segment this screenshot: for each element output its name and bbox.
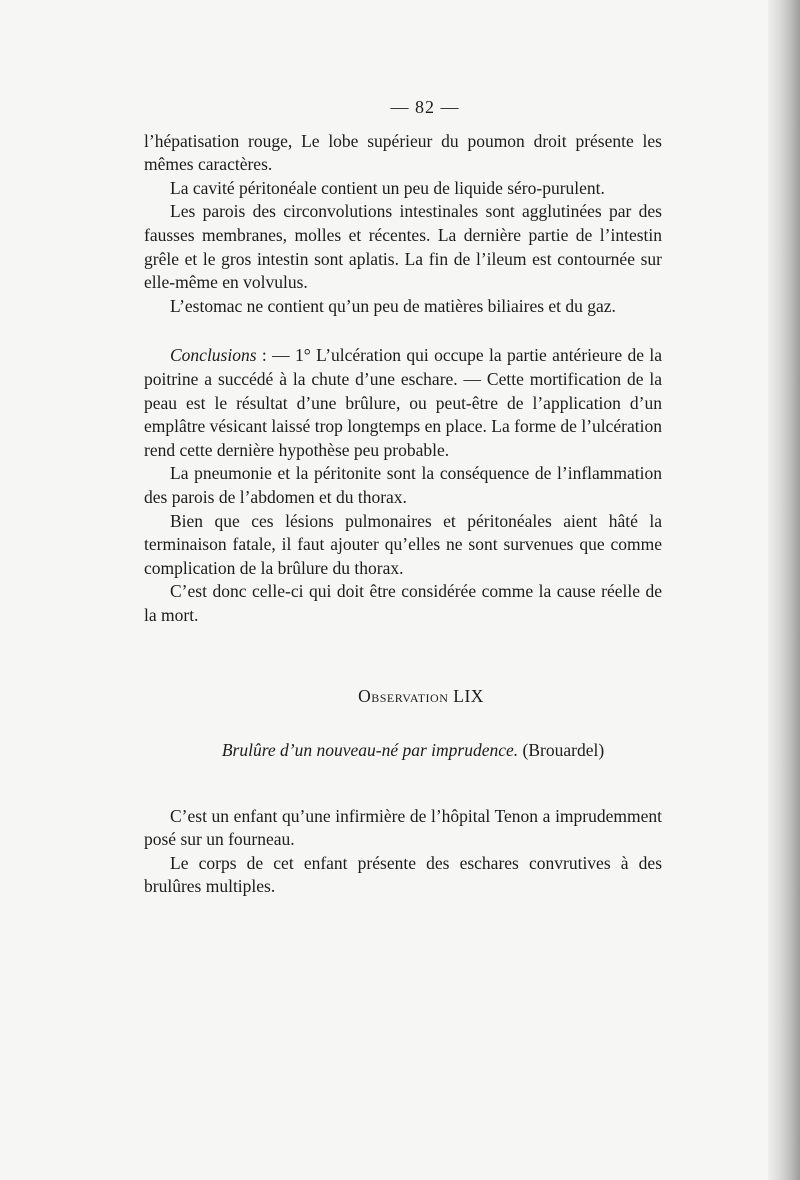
page-edge-shadow [768,0,800,1180]
page-number: — 82 — [390,97,460,117]
spacer [144,709,662,739]
observation-title: Observation LIX [358,686,484,707]
spacer [144,318,662,344]
conclusions-text: : — 1° L’ulcération qui occupe la partie antérieure de la poitrine a succédé à la chute d’une eschare. — Cette mortification de la peau est le résultat d’une brûlure, ou peut-être de l’application d’un emplâtre vésicant laissé trop longtemps en place. La forme de l’ulcération rend cette dernière hypothèse peu probable. [144,345,662,460]
paragraph-estomac: L’estomac ne contient qu’un peu de matières biliaires et du gaz. [170,295,616,316]
paragraph-lesions: Bien que ces lésions pulmonaires et péritonéales aient hâté la terminaison fatale, il faut ajouter qu’elles ne sont survenues que comme complication de la brûlure du thorax. [144,510,662,578]
paragraph-pneumonie: La pneumonie et la péritonite sont la conséquence de l’inflammation des parois de l’abdomen et du thorax. [144,463,662,507]
text-block [144,96,662,899]
spacer [144,763,662,805]
spacer [144,627,662,685]
subtitle-italic: Brulûre d’un nouveau-né par imprudence. [221,740,519,761]
paragraph-cavite: La cavité péritonéale contient un peu de liquide séro-purulent. [170,177,605,198]
paragraph-enfant: C’est un enfant qu’une infirmière de l’hôpital Tenon a imprudemment posé sur un fourneau. [144,805,662,850]
paragraph-corps: Le corps de cet enfant présente des eschares convrutives à des brulûres multiples. [144,852,662,897]
paragraph-parois: Les parois des circonvolutions intestinales sont agglutinées par des fausses membranes, molles et récentes. La dernière partie de l’intestin grêle et le gros intestin sont aplatis. La fin de l’ileum est contournée sur elle-même en volvulus. [144,201,662,293]
paragraph-conclusions [144,344,662,462]
paragraph-hepatisation: l’hépatisation rouge, Le lobe supérieur du poumon droit présente les mêmes caractères. [144,130,662,175]
observation-subtitle [164,739,662,763]
conclusions-label: Conclusions [170,345,257,366]
subtitle-author: (Brouardel) [518,740,605,761]
paragraph-cause: C’est donc celle-ci qui doit être considérée comme la cause réelle de la mort. [144,581,662,625]
